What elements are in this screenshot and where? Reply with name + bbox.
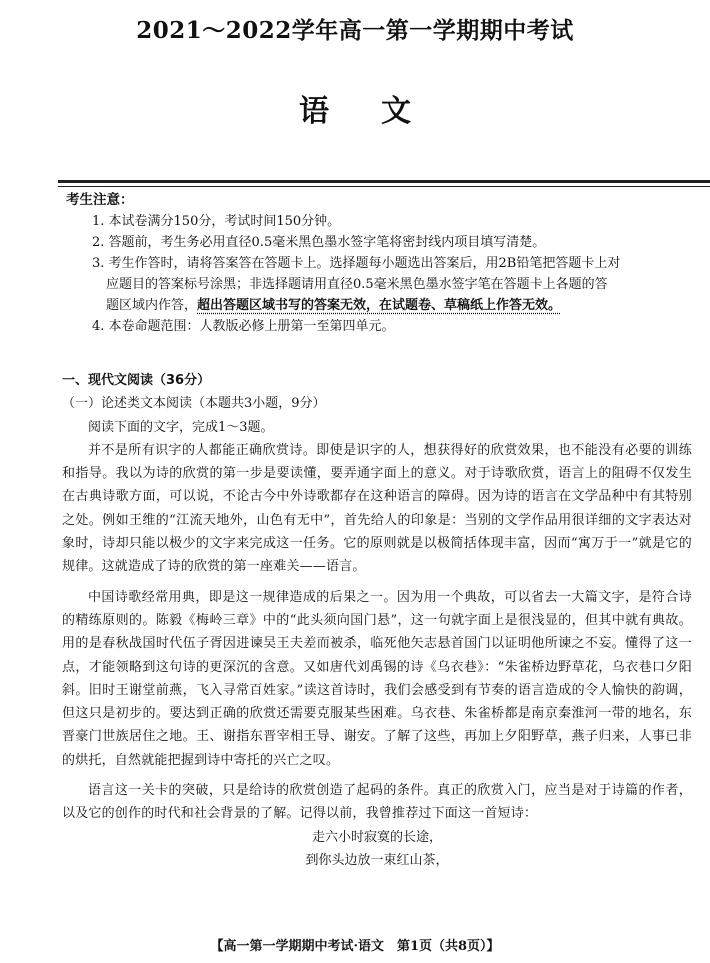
section-subheading: （一）论述类文本阅读（本题共3小题，9分） xyxy=(62,396,326,412)
header-rule-thin xyxy=(58,186,710,187)
notice-item-3-line-3 xyxy=(92,295,702,316)
notice-item-3-line-1: 3. 考生作答时，请将答案答在答题卡上。选择题每小题选出答案后，用2B铅笔把答题卡上对 xyxy=(92,256,621,271)
poem-line-1: 走六小时寂寞的长途， xyxy=(311,829,442,845)
subject-title: 语文 xyxy=(299,94,463,129)
notice-item-3-line-2: 应题目的答案标号涂黑；非选择题请用直径0.5毫米黑色墨水签字笔在答题卡上各题的答 xyxy=(106,277,608,292)
header-rule-thick xyxy=(58,180,710,183)
notice-item-3-line-3-text: 题区域内作答， xyxy=(106,298,198,313)
notice-heading: 考生注意： xyxy=(66,192,134,208)
notice-item-1: 1. 本试卷满分150分，考试时间150分钟。 xyxy=(92,214,341,229)
section-heading: 一、现代文阅读（36分） xyxy=(62,373,211,388)
exam-title: 2021～2022学年高一第一学期期中考试 xyxy=(136,17,574,44)
notice-item-3-emphasis: 超出答题区域书写的答案无效，在试题卷、草稿纸上作答无效。 xyxy=(197,298,562,313)
passage-paragraph-1: 并不是所有识字的人都能正确欣赏诗。即使是识字的人，想获得好的欣赏效果，也不能没有必要的训练和指导。我以为诗的欣赏的第一步是要读懂，要弄通字面上的意义。对于诗歌欣赏，语言上的阻碍不仅发生在古典诗歌方面，可以说，不论古今中外诗歌都存在这种语言的障碍。因为诗的语言在文学品种中有其特别之处。例如王维的“江流天地外，山色有无中”，首先给人的印象是：当别的文学作品用很详细的文字表达对象时，诗却只能以极少的文字来完成这一任务。它的原则就是以极简括体现丰富，因而“寓万于一”就是它的规律。这就造成了诗的欣赏的第一座难关——语言。 xyxy=(62,442,692,575)
notice-item-3 xyxy=(92,253,702,316)
notice-item-4: 4. 本卷命题范围：人教版必修上册第一至第四单元。 xyxy=(92,319,395,334)
passage-paragraph-3: 语言这一关卡的突破，只是给诗的欣赏创造了起码的条件。真正的欣赏入门，应当是对于诗篇的作者，以及它的创作的时代和社会背景的了解。记得以前，我曾推荐过下面这一首短诗： xyxy=(62,783,692,822)
reading-section xyxy=(62,369,692,872)
passage-paragraph-2: 中国诗歌经常用典，即是这一规律造成的后果之一。因为用一个典故，可以省去一大篇文字，是符合诗的精练原则的。陈毅《梅岭三章》中的“此头须向国门悬”，这一句就字面上是很浅显的，但其中就有典故。用的是春秋战国时代伍子胥因进谏吴王夫差而被杀，临死他矢志悬首国门以证明他所谏之不妄。懂得了这一点，才能领略到这句诗的更深沉的含意。又如唐代刘禹锡的诗《乌衣巷》：“朱雀桥边野草花，乌衣巷口夕阳斜。旧时王谢堂前燕，飞入寻常百姓家。”读这首诗时，我们会感受到有节奏的语言造成的令人愉快的韵调，但这只是初步的。要达到正确的欣赏还需要克服某些困难。乌衣巷、朱雀桥都是南京秦淮河一带的地名，东晋豪门世族居住之地。王、谢指东晋宰相王导、谢安。了解了这些，再加上夕阳野草，燕子归来，人事已非的烘托，自然就能把握到诗中寄托的兴亡之叹。 xyxy=(62,589,692,768)
notice-list xyxy=(66,211,702,337)
reading-instruction: 阅读下面的文字，完成1～3题。 xyxy=(88,419,274,435)
notice-item-2: 2. 答题前，考生务必用直径0.5毫米黑色墨水签字笔将密封线内项目填写清楚。 xyxy=(92,235,546,250)
poem-line-2: 到你头边放一束红山茶， xyxy=(305,852,449,868)
candidate-notice xyxy=(66,190,702,337)
page-footer: 【高一第一学期期中考试·语文 第1页（共8页）】 xyxy=(210,939,500,954)
